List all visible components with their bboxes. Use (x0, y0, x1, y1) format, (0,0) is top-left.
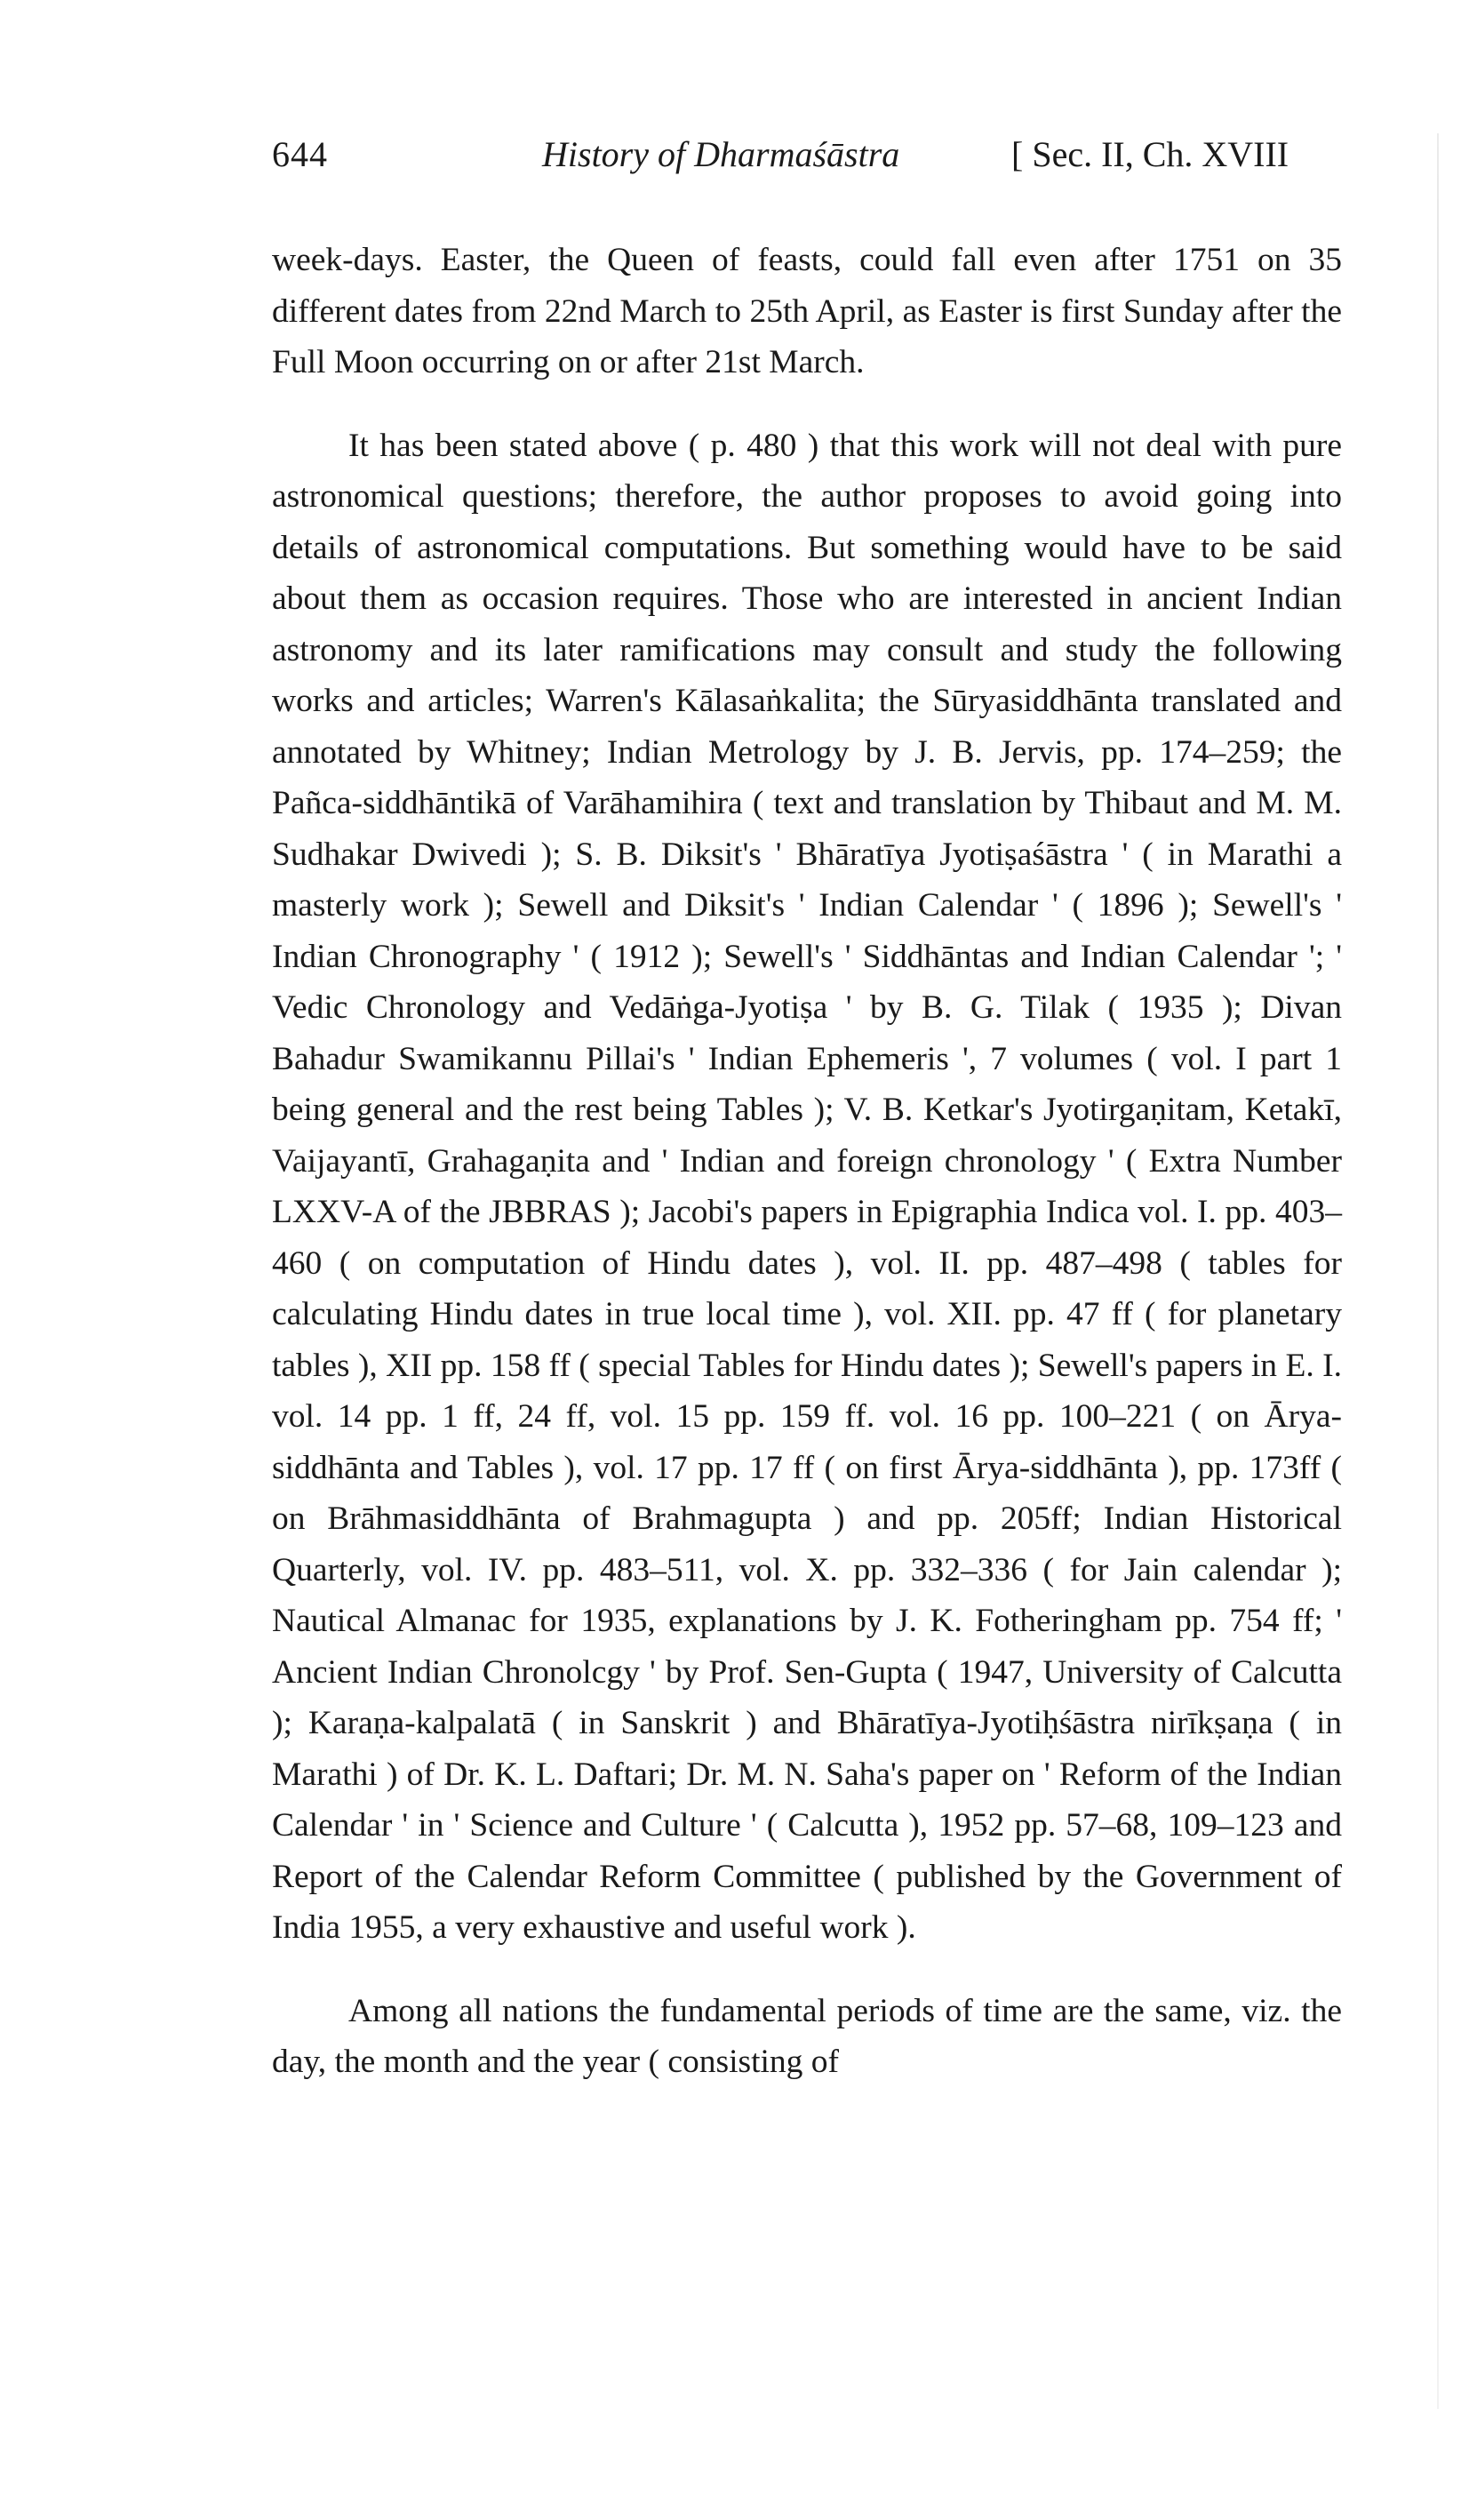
running-title: History of Dharmaśāstra (542, 134, 900, 174)
body-text (272, 235, 1342, 2088)
page-number: 644 (272, 134, 328, 174)
paragraph-continuation: week-days. Easter, the Queen of feasts, could fall even after 1751 on 35 different dates from 22nd March to 25th April, as Easter is first Sunday after the Full Moon occurring on or after 21st March. (272, 242, 1342, 380)
scan-edge-shadow (1437, 133, 1439, 2409)
paragraph-time-periods: Among all nations the fundamental periods of time are the same, viz. the day, the month and the year ( consisting of (272, 1992, 1342, 2080)
running-head (272, 133, 1329, 187)
section-reference: [ Sec. II, Ch. XVIII (1011, 134, 1289, 174)
paragraph-astronomy-references: It has been stated above ( p. 480 ) that this work will not deal with pure astronomical questions; therefore, the author proposes to avoid going into details of astronomical computations. But something would have to be said about them as occasion requires. Those who are interested in ancient Indian astronomy and its later ramifications may consult and study the following works and articles; Warren's Kālasaṅkalita; the Sūryasiddhānta translated and annotated by Whitney; Indian Metrology by J. B. Jervis, pp. 174–259; the Pañca-siddhāntikā of Varāhamihira ( text and translation by Thibaut and M. M. Sudhakar Dwivedi ); S. B. Diksit's ' Bhāratīya Jyotiṣaśāstra ' ( in Marathi a masterly work ); Sewell and Diksit's ' Indian Calendar ' ( 1896 ); Sewell's ' Indian Chronography ' ( 1912 ); Sewell's ' Siddhāntas and Indian Calendar '; ' Vedic Chronology and Vedāṅga-Jyotiṣa ' by B. G. Tilak ( 1935 ); Divan Bahadur Swamikannu Pillai's ' Indian Ephemeris ', 7 volumes ( vol. I part 1 being general and the rest being Tables ); V. B. Ketkar's Jyotirgaṇitam, Ketakī, Vaijayantī, Grahagaṇita and ' Indian and foreign chronology ' ( Extra Number LXXV-A of the JBBRAS ); Jacobi's papers in Epigraphia Indica vol. I. pp. 403–460 ( on computation of Hindu dates ), vol. II. pp. 487–498 ( tables for calculating Hindu dates in true local time ), vol. XII. pp. 47 ff ( for planetary tables ), XII pp. 158 ff ( special Tables for Hindu dates ); Sewell's papers in E. I. vol. 14 pp. 1 ff, 24 ff, vol. 15 pp. 159 ff. vol. 16 pp. 100–221 ( on Ārya-siddhānta and Tables ), vol. 17 pp. 17 ff ( on first Ārya-siddhānta ), pp. 173ff ( on Brāhmasiddhānta of Brahmagupta ) and pp. 205ff; Indian Historical Quarterly, vol. IV. pp. 483–511, vol. X. pp. 332–336 ( for Jain calendar ); Nautical Almanac for 1935, explanations by J. K. Fotheringham pp. 754 ff; ' Ancient Indian Chronolcgy ' by Prof. Sen-Gupta ( 1947, University of Calcutta ); Karaṇa-kalpalatā ( in Sanskrit ) and Bhāratīya-Jyotiḥśāstra nirīkṣaṇa ( in Marathi ) of Dr. K. L. Daftari; Dr. M. N. Saha's paper on ' Reform of the Indian Calendar ' in ' Science and Culture ' ( Calcutta ), 1952 pp. 57–68, 109–123 and Report of the Calendar Reform Committee ( published by the Government of India 1955, a very exhaustive and useful work ). (272, 427, 1342, 1946)
